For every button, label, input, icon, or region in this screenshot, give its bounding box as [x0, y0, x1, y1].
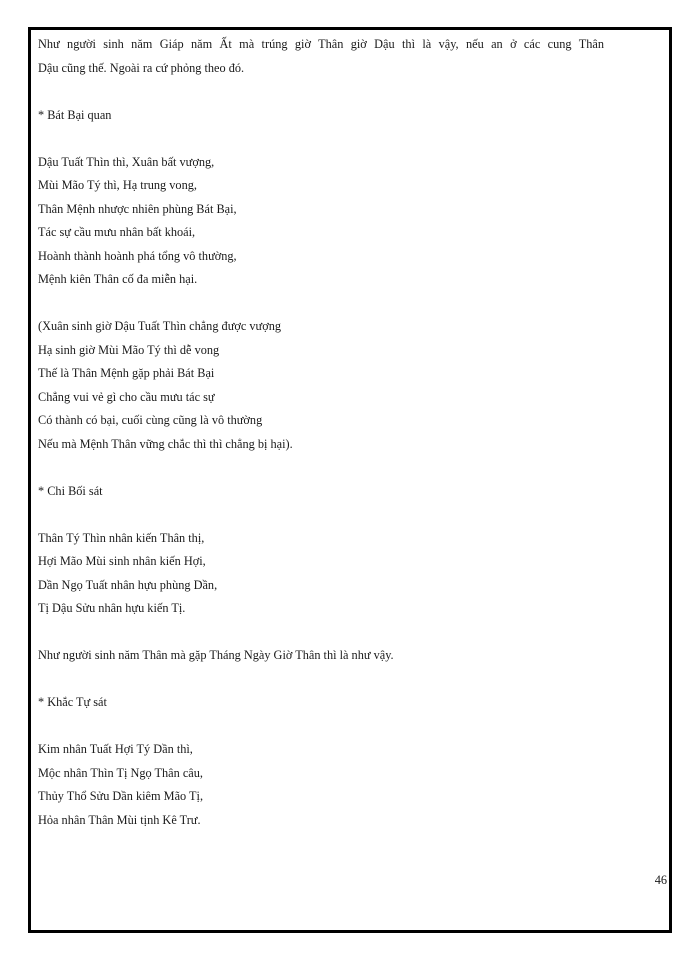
translation-line: Hạ sinh giờ Mùi Mão Tý thì dễ vong: [38, 342, 220, 357]
verse-line: Mùi Mão Tý thì, Hạ trung vong,: [38, 178, 197, 192]
verse-line: Thân Tý Thìn nhân kiến Thân thị,: [38, 530, 205, 545]
verse-block: [38, 738, 604, 832]
translation-line: Thế là Thân Mệnh gặp phải Bát Bại: [38, 366, 215, 380]
section-note: Như người sinh năm Thân mà gặp Tháng Ngày Giờ Thân thì là như vậy.: [38, 648, 394, 662]
verse-line: Hoành thành hoành phá tổng vô thường,: [38, 248, 237, 263]
verse-block: [38, 527, 604, 621]
section-heading: * Bát Bại quan: [38, 107, 112, 122]
spacer: [38, 621, 604, 645]
translation-line: Nếu mà Mệnh Thân vững chắc thì thì chẳng bị hại).: [38, 436, 293, 451]
intro-paragraph: [38, 33, 604, 80]
intro-line: Như người sinh năm Giáp năm Ất mà trúng giờ Thân giờ Dậu thì là vậy, nếu an ở các cung Thân: [38, 37, 604, 51]
section-heading: * Chi Bối sát: [38, 483, 103, 498]
verse-line: Dậu Tuất Thìn thì, Xuân bất vượng,: [38, 154, 215, 169]
section-chi-boi-sat: [38, 480, 604, 668]
spacer: [38, 715, 604, 739]
page-content: [38, 33, 604, 832]
verse-block: [38, 151, 604, 292]
verse-line: Hỏa nhân Thân Mùi tịnh Kê Trư.: [38, 812, 201, 827]
verse-line: Mệnh kiên Thân cố đa miễn hại.: [38, 272, 198, 286]
verse-line: Mộc nhân Thìn Tị Ngọ Thân câu,: [38, 765, 203, 780]
section-khac-tu-sat: [38, 691, 604, 832]
section-bat-bai-quan: [38, 104, 604, 457]
verse-line: Tác sự cầu mưu nhân bất khoái,: [38, 225, 196, 239]
section-heading: * Khắc Tự sát: [38, 695, 107, 709]
verse-line: Hợi Mão Mùi sinh nhân kiến Hợi,: [38, 554, 206, 568]
verse-line: Thủy Thổ Sửu Dần kiêm Mão Tị,: [38, 789, 204, 803]
spacer: [38, 456, 604, 480]
spacer: [38, 668, 604, 692]
spacer: [38, 503, 604, 527]
intro-line: Dậu cũng thế. Ngoài ra cứ phỏng theo đó.: [38, 60, 245, 75]
verse-line: Dần Ngọ Tuất nhân hựu phùng Dần,: [38, 577, 218, 592]
spacer: [38, 80, 604, 104]
spacer: [38, 127, 604, 151]
spacer: [38, 292, 604, 316]
translation-block: [38, 315, 604, 456]
translation-line: Chẳng vui vẻ gì cho cầu mưu tác sự: [38, 389, 215, 404]
verse-line: Tị Dậu Sửu nhân hựu kiến Tị.: [38, 601, 186, 615]
page-number: 46: [654, 873, 667, 887]
verse-line: Kim nhân Tuất Hợi Tý Dần thì,: [38, 742, 193, 756]
translation-line: Có thành có bại, cuối cùng cũng là vô thường: [38, 413, 263, 427]
verse-line: Thân Mệnh nhược nhiên phùng Bát Bại,: [38, 201, 237, 216]
translation-line: (Xuân sinh giờ Dậu Tuất Thìn chẳng được vượng: [38, 319, 282, 333]
